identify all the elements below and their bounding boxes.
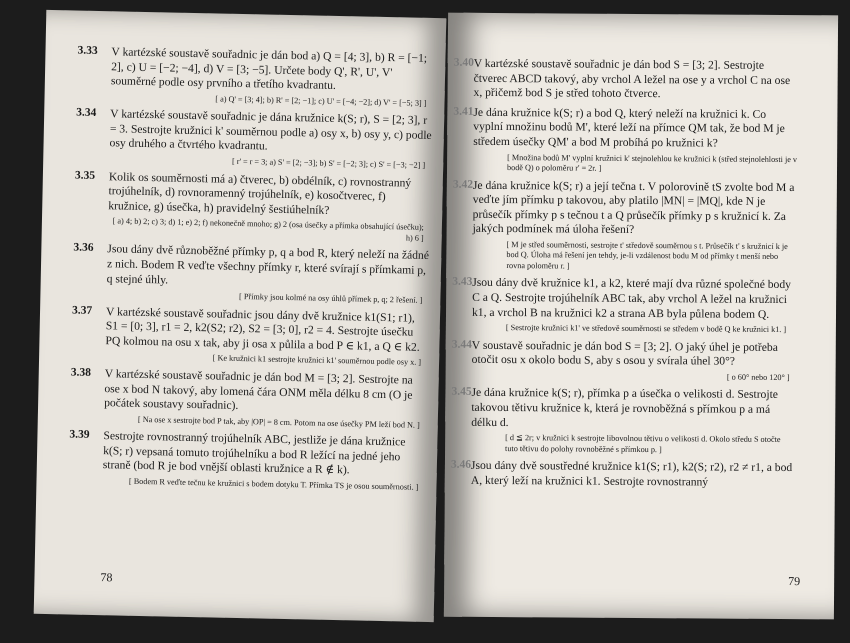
right-page-column (445, 13, 838, 496)
problem (76, 106, 432, 172)
problem-number: 3.46 (450, 458, 472, 472)
problem-text: Jsou dány dvě kružnice k1, a k2, které mají dva různé společné body C a Q. Sestrojte trojúhelník ABC tak, aby vrchol A ležel na kružnici k1, a vrchol B na kružnici k2 a strana AB byla půlena bodem Q. (471, 276, 791, 321)
problem-text: V soustavě souřadnic je dán bod S = [3; 2]. O jaký úhel je potřeba otočit osu x okolo bodu S, aby s osou y svírala úhel 30°? (471, 338, 778, 368)
problem-hint: [ r' = r = 3; a) S' = [2; −3]; b) S' = [−2; 3]; c) S' = [−3; −2] ] (231, 156, 426, 170)
page-number: 79 (788, 574, 801, 589)
problem-text: Sestrojte rovnostranný trojúhelník ABC, jestliže je dána kružnice k(S; r) vepsaná tomuto trojúhelníku a bod R ležící na jedné jeho straně (bod R je bod vnější oblasti kružnice a R ∉ k). (102, 429, 406, 477)
problem-text: Je dána kružnice k(S; r), přímka p a úsečka o velikosti d. Sestrojte takovou tětivu kružnice k, která je rovnoběžná s přímkou p a má délku d. (471, 386, 779, 429)
problem-number: 3.40 (453, 56, 474, 69)
problem-number: 3.33 (77, 44, 98, 57)
problem-number: 3.37 (71, 304, 93, 317)
problem-hint: [ Na ose x sestrojte bod P tak, aby |OP| = 8 cm. Potom na ose úsečky PM leží bod N. ] (137, 414, 420, 430)
problem-number: 3.42 (452, 178, 474, 191)
problem (70, 366, 427, 431)
problem-text: Je dána kružnice k(S; r) a bod Q, který neleží na kružnici k. Co vyplní množinu bodů M', které leží na přímce QM tak, že bod M je středem úsečky QM' a bod M probíhá po kružnici k? (473, 105, 785, 150)
problem-number: 3.45 (451, 386, 472, 399)
problem-text: V kartézské soustavě souřadnic je dán bod M = [3; 2]. Sestrojte na ose x bod N takový, aby lomená čára ONM měla délku 8 cm (O je počátek soustavy souřadnic). (104, 367, 413, 413)
problem-number: 3.35 (74, 169, 96, 182)
problem (69, 428, 425, 493)
right-page (444, 13, 838, 620)
left-page-column (36, 10, 446, 499)
problem (74, 169, 431, 245)
problem-hint: [ Přímky jsou kolmé na osy úhlů přímek p, q; 2 řešení. ] (239, 292, 423, 305)
page-number: 78 (100, 570, 113, 585)
problem-number: 3.41 (453, 105, 474, 118)
left-page (34, 10, 447, 622)
problem-number: 3.34 (76, 106, 97, 120)
problem-number: 3.36 (73, 241, 94, 255)
problem-hint: [ Sestrojte kružnici k1' ve středově souměrnosti se středem v bodě Q ke kružnici k1. ] (505, 323, 787, 335)
problem-text: V kartézské soustavě souřadnic je dán bod a) Q = [4; 3], b) R = [−1; 2], c) U = [−2; −4], d) V = [3; −5]. Určete body Q', R', U', V' souměrné podle osy prvního a třetího kvadrantu. (110, 45, 428, 93)
problem-text: V kartézské soustavě souřadnic jsou dány dvě kružnice k1(S1; r1), S1 = [0; 3], r1 = 2, k2(S2; r2), S2 = [3; 0], r2 = 4. Sestrojte úsečku PQ kolmou na osu x tak, aby ji osa x půlila a bod P ∈ k1, a Q ∈ k2. (105, 304, 420, 354)
problem (452, 178, 797, 273)
problem (453, 105, 798, 176)
problem-hint: [ Bodem R veďte tečnu ke kružnici s bodem dotyku T. Přímka TS je osou souměrnosti. ] (128, 476, 419, 492)
problem-text: V kartézské soustavě souřadnic je dán bod S = [3; 2]. Sestrojte čtverec ABCD takový, aby vrchol A ležel na ose y a vrchol C na ose x, přičemž bod S je střed tohoto čtverce. (473, 56, 791, 101)
problem-text: Kolik os souměrnosti má a) čtverec, b) obdélník, c) rovnostranný trojúhelník, d) rovnoramenný trojúhelník, e) kosočtverec, f) kružnice, g) úsečka, h) pravidelný šestiúhelník? (108, 169, 412, 217)
problem-number: 3.39 (69, 428, 90, 442)
problem (451, 338, 796, 384)
problem-hint: [ a) Q' = [3; 4]; b) R' = [2; −1]; c) U' = [−4; −2]; d) V' = [−5; 3] ] (215, 94, 427, 108)
problem-text: V kartézské soustavě souřadnic je dána kružnice k(S; r), S = [2; 3], r = 3. Sestrojte kružnici k' souměrnou podle a) osy x, b) osy y, c) podle osy druhého a čtvrtého kvadrantu. (109, 107, 432, 154)
problem-text: Je dána kružnice k(S; r) a její tečna t. V polorovině tS zvolte bod M a veďte jím přímku p takovou, aby platilo |MN| = |MQ|, kde N je průsečík přímky p s tečnou t a Q průsečík přímky p s kružnicí k. Za jakých podmínek má úloha řešení? (472, 178, 795, 237)
problem (451, 386, 795, 456)
problem (77, 44, 433, 109)
problem-number: 3.43 (452, 276, 473, 289)
problem-hint: [ Množina bodů M' vyplní kružnici k' stejnolehlou ke kružnici k (střed stejnolehlosti je v bodě Q) o poloměru r' = 2r. ] (507, 152, 798, 173)
problem-number: 3.44 (451, 338, 472, 351)
problem (450, 458, 795, 490)
problem-hint: [ o 60° nebo 120° ] (726, 372, 790, 382)
problem (453, 56, 797, 103)
problem-text: Jsou dány dvě soustředné kružnice k1(S; r1), k2(S; r2), r2 ≠ r1, a bod A, který leží na kružnici k1. Sestrojte rovnostranný (470, 459, 793, 489)
problem-hint: [ a) 4; b) 2; c) 3; d) 1; e) 2; f) nekonečně mnoho; g) 2 (osa úsečky a přímka obsahující úsečku); h) 6 ] (112, 216, 424, 243)
problem-hint: [ Ke kružnici k1 sestrojte kružnici k1' souměrnou podle osy x. ] (212, 353, 422, 368)
problem-hint: [ M je střed souměrnosti, sestrojte t' středově souměrnou s t. Průsečík t' s kružnicí k je bod Q. Úloha má řešení jen tehdy, je-li vzdálenost bodu M od přímky t menší nebo rovna poloměru r. ] (506, 239, 788, 271)
problem (71, 304, 428, 369)
problem-hint: [ d ≦ 2r; v kružnici k sestrojte libovolnou tětivu o velikosti d. Okolo středu S otočte tuto tětivu do polohy rovnoběžné s přímkou p. ] (505, 433, 781, 454)
problem-text: Jsou dány dvě různoběžné přímky p, q a bod R, který neleží na žádné z nich. Bodem R veďte všechny přímky r, které svírají s přímkami p, q stejné úhly. (106, 242, 430, 287)
problem (452, 276, 796, 336)
problem-number: 3.38 (70, 366, 92, 379)
problem (73, 241, 430, 307)
